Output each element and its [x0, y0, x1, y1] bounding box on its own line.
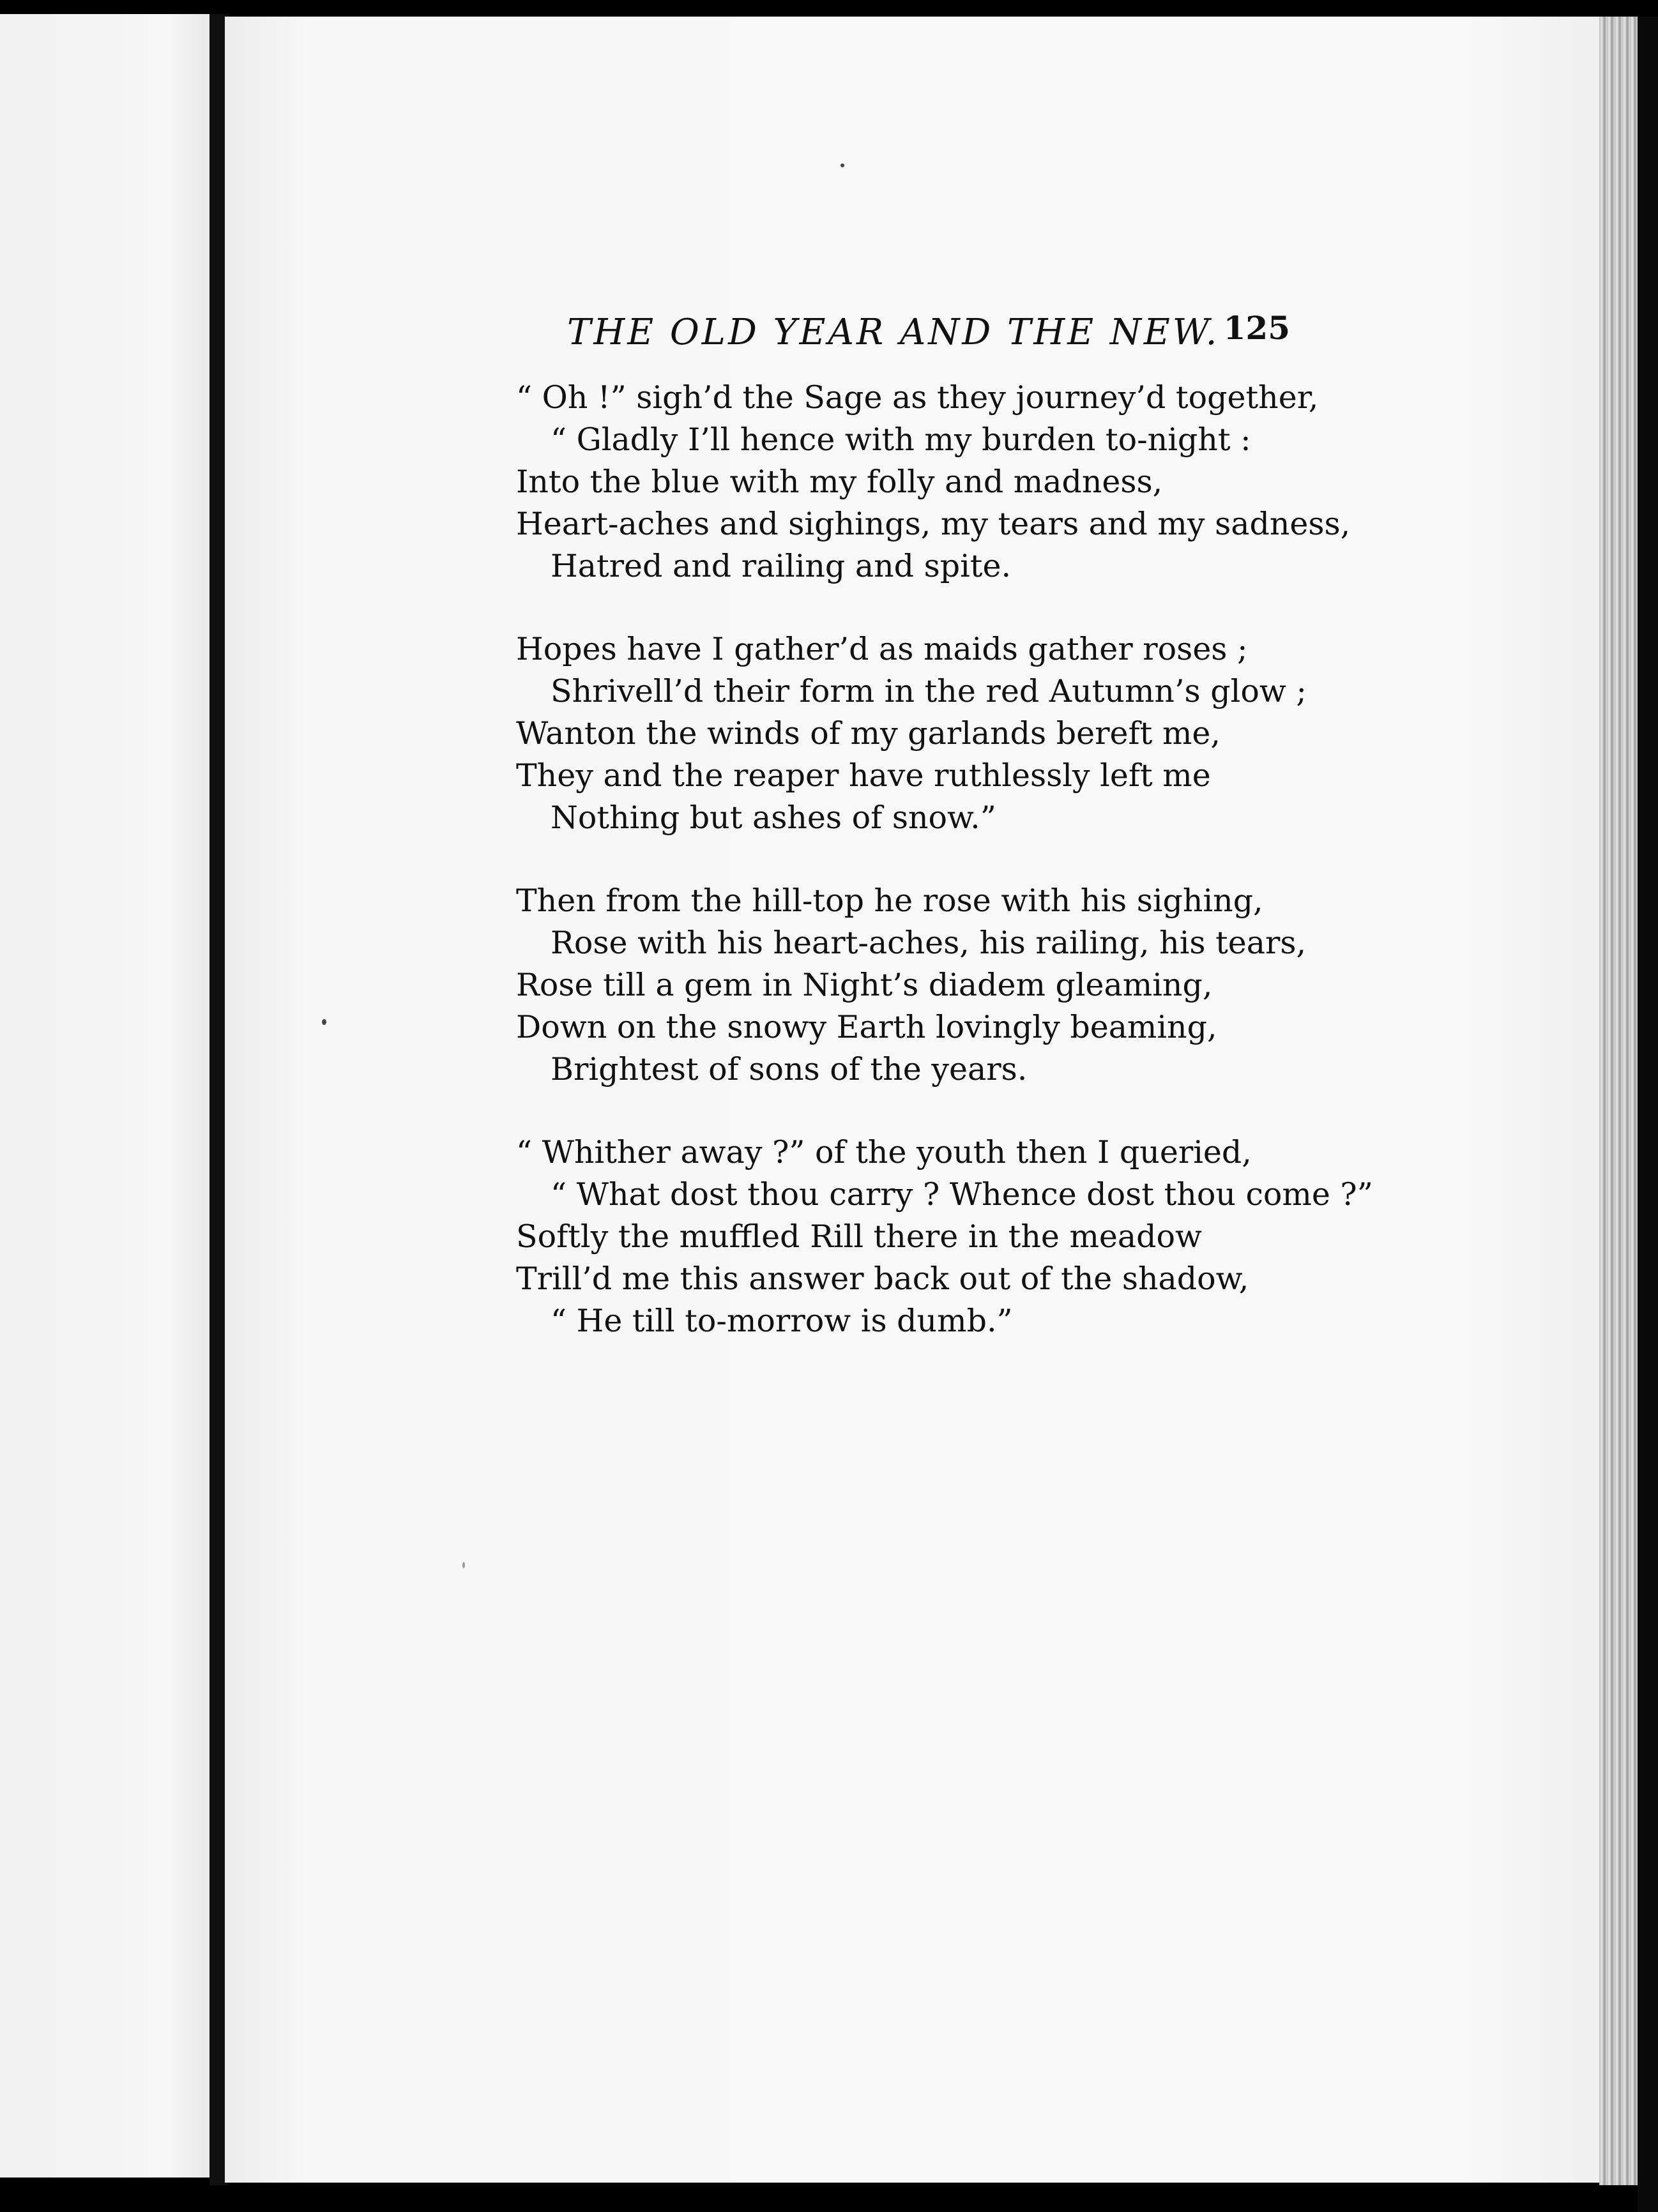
poem-line: Softly the muffled Rill there in the meadow — [516, 1218, 1202, 1255]
page-number: 125 — [1223, 309, 1290, 347]
running-title: THE OLD YEAR AND THE NEW. — [567, 312, 1220, 353]
poem-line: Hopes have I gather’d as maids gather roses ; — [516, 631, 1248, 667]
paper-speck — [840, 163, 844, 167]
stanza-4 — [516, 1132, 1373, 1342]
poem-line: “ He till to-morrow is dumb.” — [551, 1303, 1013, 1339]
poem-line: They and the reaper have ruthlessly left me — [516, 757, 1211, 794]
poem-line: Trill’d me this answer back out of the shadow, — [516, 1261, 1249, 1297]
poem-line: Brightest of sons of the years. — [551, 1051, 1028, 1087]
poem-line: Heart-aches and sighings, my tears and my sadness, — [516, 506, 1351, 542]
poem-line: “ What dost thou carry ? Whence dost thou come ?” — [551, 1176, 1373, 1213]
poem — [516, 377, 1373, 1383]
page-edge-shadow — [1638, 17, 1658, 2212]
poem-line: Down on the snowy Earth lovingly beaming, — [516, 1009, 1217, 1045]
left-page — [0, 14, 209, 2178]
page-edges — [1599, 17, 1638, 2185]
poem-line: Nothing but ashes of snow.” — [551, 799, 996, 836]
poem-line: “ Oh !” sigh’d the Sage as they journey’d together, — [516, 379, 1319, 416]
poem-line: Rose till a gem in Night’s diadem gleaming, — [516, 967, 1213, 1003]
poem-line: “ Gladly I’ll hence with my burden to-night : — [551, 421, 1251, 458]
poem-line: Shrivell’d their form in the red Autumn’s glow ; — [551, 673, 1307, 709]
stanza-3 — [516, 880, 1346, 1091]
poem-line: Rose with his heart-aches, his railing, his tears, — [551, 925, 1307, 961]
stanza-2 — [516, 628, 1346, 839]
poem-line: Then from the hill-top he rose with his sighing, — [516, 883, 1263, 919]
paper-speck — [462, 1562, 465, 1568]
poem-line: Wanton the winds of my garlands bereft me, — [516, 715, 1221, 752]
page-header — [562, 305, 1297, 363]
stanza-1 — [516, 377, 1351, 587]
paper-speck — [322, 1019, 326, 1025]
poem-line: Hatred and railing and spite. — [551, 548, 1012, 584]
poem-line: “ Whither away ?” of the youth then I queried, — [516, 1134, 1252, 1170]
poem-line: Into the blue with my folly and madness, — [516, 464, 1163, 500]
